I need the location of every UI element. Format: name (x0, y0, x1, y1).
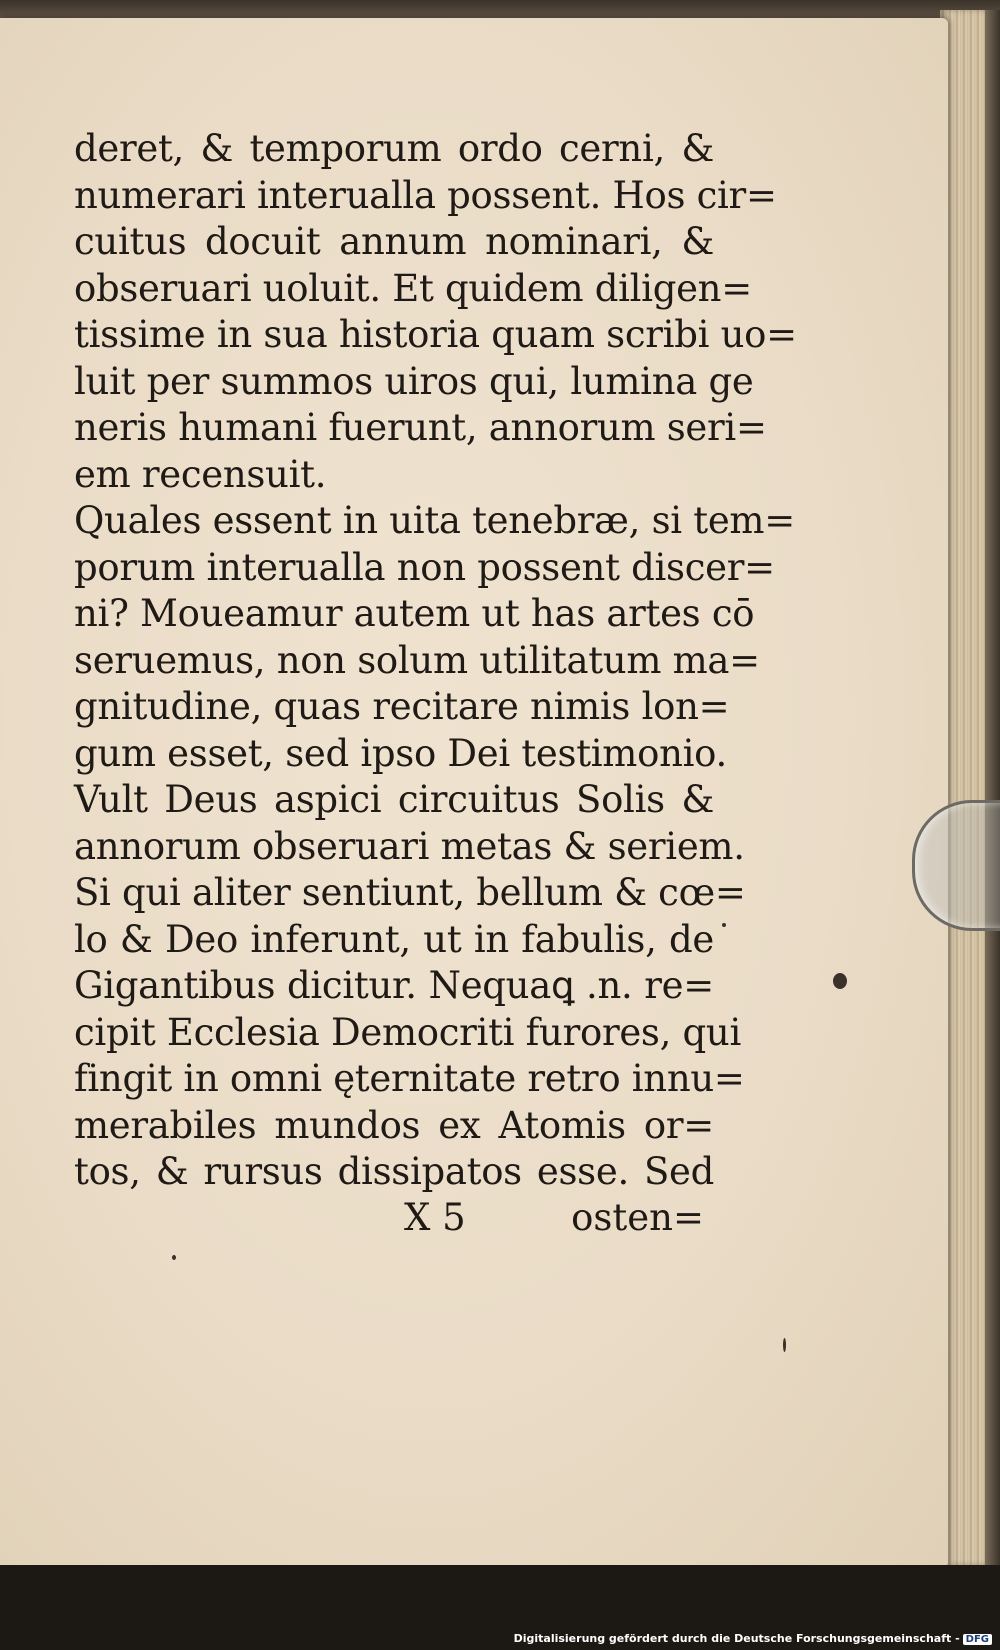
signature-mark: X 5 (404, 1196, 466, 1239)
text-line: fingit in omni ęternitate retro innu= (74, 1057, 745, 1100)
text-line: cuitus docuit annum nominari, & (74, 220, 714, 263)
text-line: porum interualla non possent discer= (74, 545, 775, 589)
credit-text: Digitalisierung gefördert durch die Deutsche Forschungsgemeinschaft - (513, 1632, 960, 1645)
text-line: obseruari uoluit. Et quidem diligen= (74, 266, 752, 310)
text-line: annorum obseruari metas & seriem. (74, 824, 745, 868)
text-line: numerari interualla possent. Hos cir= (74, 173, 777, 217)
page-footer (74, 1196, 704, 1246)
dfg-logo: DFG (963, 1634, 992, 1645)
ink-speck (783, 1338, 786, 1352)
text-line: lo & Deo inferunt, ut in fabulis, de (74, 917, 714, 961)
ink-speck (722, 923, 726, 927)
text-line: gnitudine, quas recitare nimis lon= (74, 685, 730, 728)
body-text (74, 126, 797, 1196)
ink-speck (833, 973, 847, 989)
text-line: gum esset, sed ipso Dei testimonio. (74, 731, 727, 775)
text-line: cipit Ecclesia Democriti furores, qui (74, 1010, 741, 1054)
text-line: Si qui aliter sentiunt, bellum & cœ= (74, 871, 746, 914)
text-line: tos, & rursus dissipatos esse. Sed (74, 1150, 714, 1193)
text-line: Quales essent in uita tenebræ, si tem= (74, 499, 795, 542)
text-line: ni? Moueamur autem ut has artes cō (74, 592, 755, 635)
text-line: em recensuit. (74, 452, 327, 496)
text-line: luit per summos uiros qui, lumina ge (74, 359, 754, 403)
page-leaf (0, 18, 948, 1568)
text-line: deret, & temporum ordo cerni, & (74, 127, 714, 170)
text-line: Vult Deus aspici circuitus Solis & (74, 778, 714, 821)
text-line: Gigantibus dicitur. Nequaꝗ .n. re= (74, 964, 714, 1007)
digitization-credit (514, 1632, 992, 1645)
text-line: seruemus, non solum utilitatum ma= (74, 638, 760, 682)
ink-speck (172, 1255, 176, 1260)
catchword: osten= (571, 1196, 704, 1239)
book-spine-shadow (985, 10, 1000, 1565)
text-line: neris humani fuerunt, annorum seri= (74, 406, 767, 449)
text-line: merabiles mundos ex Atomis or= (74, 1103, 714, 1147)
text-line: tissime in sua historia quam scribi uo= (74, 313, 797, 356)
